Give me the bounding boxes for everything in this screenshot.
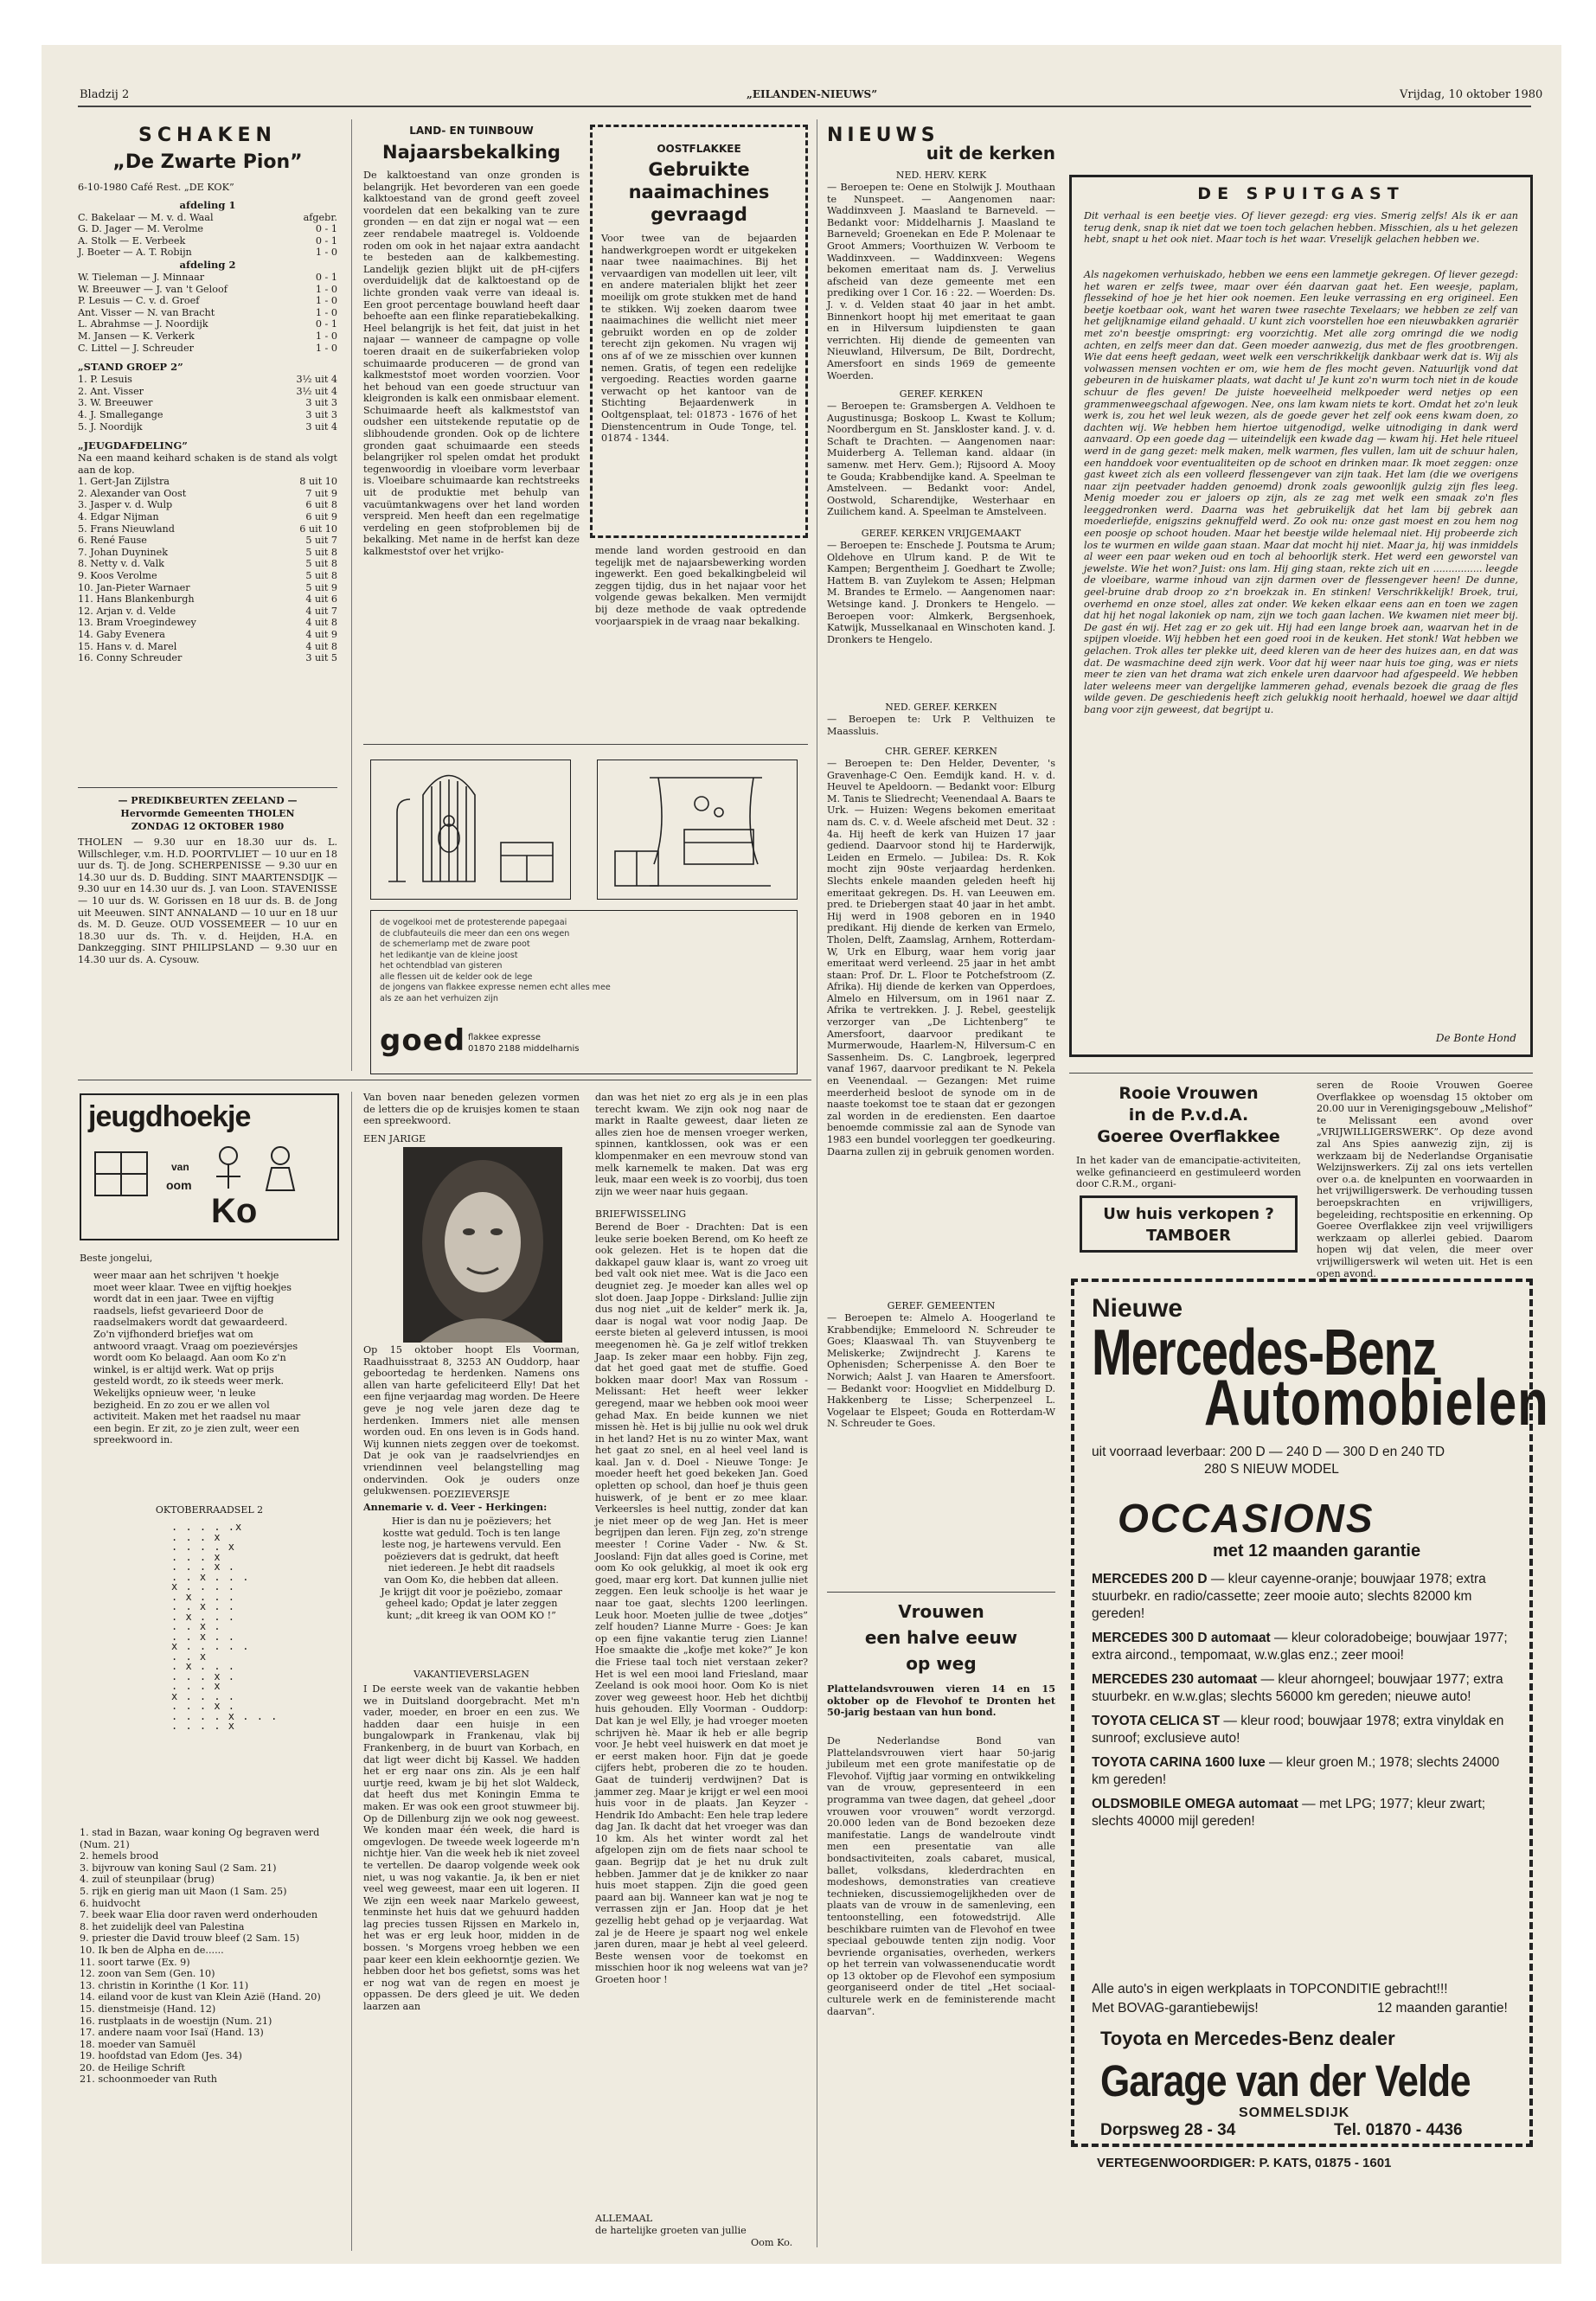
jeugd-row	[78, 641, 337, 653]
puzzle-clue: 2. hemels brood	[80, 1850, 159, 1862]
jeugd-row-score: 5 uit 8	[305, 570, 337, 582]
afd1-row-score: 1 - 0	[315, 247, 337, 259]
stand-row	[78, 397, 337, 409]
car-automobielen: Automobielen	[1204, 1366, 1549, 1439]
jeugd-row-score: 6 uit 9	[305, 511, 337, 523]
jeugd-row-name: 14. Gaby Evenera	[78, 629, 165, 640]
birdcage-illustration	[370, 760, 571, 900]
chess-dateline: 6-10-1980 Café Rest. „DE KOK”	[78, 182, 234, 193]
jeugd-row-name: 3. Jasper v. d. Wulp	[78, 499, 173, 511]
vrouwen-title-1: Vrouwen	[898, 1601, 984, 1622]
kerken-kicker: NIEUWS	[827, 125, 939, 146]
kerk-head-2: GEREF. KERKEN	[899, 388, 984, 400]
poezie-verse: Hier is dan nu je poëzievers; het kostte wat geduld. Toch is ten lange leste nog, je hartewens vervuld. Een poëzievers dat is gedrukt, dat heeft niet iedereen. Je hebt dit raadsels van Oom Ko, die hebben dat alleen. Je krijgt dit voor je poëziebo, zomaar geheel kado; Opdat je later zeggen kunt; „dit kreeg ik van OOM KO !”	[381, 1516, 562, 1621]
puzzle-clue: 18. moeder van Samuël	[80, 2038, 196, 2050]
afd1-row	[78, 247, 337, 259]
puzzle-title: OKTOBERRAADSEL 2	[155, 1504, 264, 1516]
col-rule	[351, 1092, 352, 2251]
afd2-row-name: C. Littel — J. Schreuder	[78, 342, 194, 354]
kerk-head-3: GEREF. KERKEN VRIJGEMAAKT	[861, 528, 1022, 539]
jarige-text: Op 15 oktober hoopt Els Voorman, Raadhuisstraat 8, 3253 AN Ouddorp, haar geboortedag te herdenken. Namens ons allen van harte gefeliciteerd Elly! Dat het een fijne verjaardag mag worden. De Heere geve je nog vele jaren deze dag te herdenken. Immers niet alle mensen worden oud. En ons leven is in Gods hand. Wij kunnen niets zeggen over de toekomst. Dat je ook van je raadselvriendjes en vriendinnen veel belangstelling mag ondervinden. Ook je ouders onze gelukwensen.	[363, 1344, 580, 1497]
chess-section	[78, 125, 337, 664]
jeugd-row-name: 15. Hans v. d. Marel	[78, 640, 177, 652]
afd2-row-score: 1 - 0	[315, 295, 337, 307]
divider	[363, 744, 808, 745]
jeugd-row	[78, 523, 337, 535]
jeugd-row	[78, 476, 337, 488]
brief-text: Berend de Boer - Drachten: Dat is een leuke serie boeken Berend, om Ko heeft ze ook gelezen. Het is te hopen dat die dakkapel gauw klaar is, want zo vroeg uit bed valt ook niet mee. Wat is die Jaco een deugniet zeg. Je moeder kan alles wel op slot doen. Jaap Joppe - Dirksland: Jullie zijn dus nog niet „uit de kelder” merk ik. Ja, daar is nogal wat voor nodig Jaap. De eerste bieten al geleverd intussen, is mooi meegenomen hè. Ga je zelf witlof trekken Jaap. Is zeker maar een hobby. Fijn zeg, dat het goed gaat met de stuffie. Goed bokken maar door! Max van Rossum - Melissant: Het heeft weer lekker geregend, maar we hebben ook mooi weer gehad Max. En beide kunnen we niet missen hè. Het is bij jullie nu ook wel druk in het land? Het is nu zo winter Max, want het gaat zo snel, en al heel veel land is kaal. Jan v. d. Doel - Nieuwe Tonge: Je moeder heeft het goed bekeken Jan. Goed opletten op school, dan hoef je thuis geen huiswerk, of je bent er zo mee klaar. Verkeersles is heel nuttig, zonder dat kan je niet meer op de weg Jan. Het is meer begrijpen dan leren. Fijn zeg, zo'n strenge meester ! Corine Vader - Nw. & St. Joosland: Fijn dat alles goed is Corine, met oom Ko ook gelukkig, al moet ik ook erg goed, maar erg kort. Dat kunnen jullie niet zeggen. Een leuk schoolje is het waar je naar toe gaat, slechts 1200 leerlingen. Leuk hoor. Moeten jullie de twee „dotjes” zelf houden? Lianne Murre - Goes: Je kan op een fijne vakantie terug zien Lianne! Hoe smaakte die „kofje met koke?” Je kon die Friese taal toch niet verstaan zeker? Het is wel een mooi land Friesland, maar Zeeland is ook mooi hoor. Oom Ko is niet zover weg geweest hoor. Heb het dichtbij huis gehouden. Elly Voorman - Ouddorp: Dat kan je wel Elly, je had vroeger moeten schrijven hè. Maar ik heb er alle begrip voor. Je hebt veel huiswerk en dat moet je er eerst maken hoor. Fijn dat je goede cijfers hebt, proberen die zo te houden. Gaat de tuinderij verdwijnen? Dat is jammer zeg. Maar je krijgt er wel een mooi huis voor in de plaats. Jan Keyzer - Hendrik Ido Ambacht: Een hele trap ledere dag Jan. Ik dacht dat het vroeger was dan 10 km. Als het winter wordt zal het afgelopen zijn om de fiets naar school te gaan. Begrijp dat je het nu druk zult hebben. Jammer dat je de knikker zo naar huis moet stappen. Zijn die goed geen paard aan bij. Wanneer kan wat je nog te verrassen zijn er Jan. Hoop dat je het gezellig hebt gehad op je verjaardag. Wat zal je de Heere je spaart nog wel enkele jaren duren, maar je hebt al veel geleerd. Beste wensen voor de toekomst en misschien hoor ik nog weleens wat van je? Groeten hoor !	[595, 1221, 808, 1985]
afd1-row-name: A. Stolk — E. Verbeek	[78, 234, 186, 247]
tamboer-name: TAMBOER	[1146, 1227, 1231, 1245]
car-description: — kleur ahorngeel; bouwjaar 1977; extra stuurbekr. en w.w.glas; slechts 56000 km gereden; nieuwe auto!	[1092, 1672, 1503, 1704]
jeugd-row-name: 2. Alexander van Oost	[78, 487, 187, 499]
car-representative: VERTEGENWOORDIGER: P. KATS, 01875 - 1601	[1097, 2156, 1392, 2170]
afd2-row-name: Ant. Visser — N. van Bracht	[78, 306, 215, 318]
afdeling2-results	[78, 272, 337, 354]
afd1-row-score: 0 - 1	[315, 234, 337, 247]
car-occasions: OCCASIONS	[1118, 1496, 1375, 1541]
preek-section	[78, 794, 337, 1009]
afd2-row-score: 1 - 0	[315, 330, 337, 342]
puzzle-clue: 8. het zuidelijk deel van Palestina	[80, 1920, 245, 1932]
afd1-row	[78, 212, 337, 224]
spuitgast-text: Als nagekomen verhuiskado, hebben we eens een lammetje gekregen. Of liever gezegd: het waren er zelfs twee, maar over één daarvan gaat het. Een weesje, paplam, flessekind of hoe je het hier ook noemen. Een leuke verrassing en erg origineel. Een beetje koetbaar ook, want het waren twee rasechte Texelaars; we hebben ze zelf van het gelijknamige eiland gehaald. U kunt zich voorstellen hoe een nieuwbakken agrariër met zo'n beestje omspringt: erg voorzichtig. Met alle zorg omringd die we nodig achten, en zelfs meer dan dat. Geen moeder aanwezig, dus met de fles grootbrengen. Wie dat eens heeft gedaan, weet welk een verschrikkelijk dankbaar werk dat is. Wij als volwassen mensen vochten er om, wie hem de fles mocht geven. Natuurlijk vond dat gebeuren in de huiskamer plaats, wat dacht u! Je kunt zo'n wurm toch niet in de koude schuur de fles geven! De juiste hoeveelheid melkpoeder werd netjes op een grammenweegschaal afgewogen. Nee, ons lam kwam niets te kort. Omdat het zo'n leuk werk is, zou het wel leuk wezen, als de goede gever het zelf ook eens kwam doen, zo dachten wij. We hebben hem hiertoe uitgenodigd, welke uitnodiging in dank werd aanvaard. Op een goede dag — uiteindelijk een kwade dag — kwam hij. Het hele ritueel werd in de gang gezet: melk maken, melk warmen, fles vullen, lam uit de schuur halen, een handdoek voor eventualiteiten op de schoot en drinken maar. Ik moet zeggen: onze gast kweet zich als een volleerd flessengever van zijn taak. Het lam (die we overigens naar zijn peetvader hadden genoemd) dronk zoals gewoonlijk gulzig zijn fles leeg. Menig moeder zou er jaloers op zijn, als ze zag met welk een smaak zo'n fles leeggedronken werd. Daarna was het gebruikelijk dat het lam bij gebrek aan moederliefde, enigszins geknuffeld werd. Zo ook nu: onze gast moest en zou hem nog een poosje op schoot houden. Maar het beestje wilde helemaal niet. Hij probeerde zich los te wurmen en wilde gaan staan. Maar dat mocht hij niet. Maar ja, hij was inmiddels al weer een paar weken oud en toch al behoorlijk sterk. Het werd een geworstel van jewelste. Wie het won? Juist: ons lam. Hij ging staan, rekte zich uit en ................ leegde de vloeibare, warme inhoud van zijn darmen over de flessengever heen! De dunne, geel-bruine drab droop zo z'n broekzak in. En stinken! Verschrikkelijk! Broek, trui, overhemd en onze stoel, alles zat onder. We keken elkaar eens aan en toen we zagen dat hij het nogal lakoniek op nam, zijn we toch gaan lachen. We kwamen niet meer bij. De gast én wij. Het zag er zo gek uit. Hij had een lange broek aan, waarvan het in de spijpen vloeide. Wij hebben het een goed rooi in de keuken. Het stonk! Wat hebben we gelachen. Trok alles ter plekke uit, deed kleren van de heer des huizes aan, en dat was dat. De wasmachine deed zijn werk. Voor dat hij weer naar huis toe ging, was er niets meer te zien van het drama wat zich enkele uren daarvoor had afgespeeld. We hebben later weleens meer van dergelijke lammeren gehad, evenals bezoek die graag de fles wilde geven. De geschiedenis heeft zich gelukkig nooit herhaald, hoewel we daar altijd bang voor zijn geweest, dat begrijpt u.	[1084, 269, 1518, 715]
jeugd-row	[78, 606, 337, 618]
stand-list	[78, 374, 337, 433]
kerk-text-1: — Beroepen te: Oene en Stolwijk J. Mouthaan te Nunspeet. — Aangenomen naar: Waddinxveen J. Maasland te Barneveld. — Bedankt voor: Middelharnis J. Maasland te Barneveld; Groenekan en Ede P. Molenaar te Groot Ammers; Voorthuizen W. Verboom te Waddinxveen. — Waddinxveen: Wegens bekomen emeritaat nam ds. J. Verwelius afscheid van deze gemeente met een prediking over 1 Cor. 16 : 22. — Woerden: Ds. J. v. d. Velden staat 40 jaar in het ambt. Binnenkort hoopt hij met emeritaat te gaan en in Hilversum luipdiensten te gaan verrichten. Hij diende de gemeenten van Nieuwland, Hilversum, De Bilt, Dordrecht, Amersfoort en sinds 1969 de gemeente Woerden.	[827, 182, 1055, 381]
afd2-row	[78, 318, 337, 330]
jeugd-row	[78, 511, 337, 523]
afd1-row-name: C. Bakelaar — M. v. d. Waal	[78, 211, 214, 223]
rooie-title-1: Rooie Vrouwen	[1118, 1084, 1259, 1103]
car-model: MERCEDES 230 automaat	[1092, 1672, 1261, 1687]
goed-phone: 01870 2188 middelharnis	[468, 1044, 580, 1054]
page-number: Bladzij 2	[80, 88, 130, 101]
tamboer-question: Uw huis verkopen ?	[1103, 1205, 1274, 1223]
rooie-title-3: Goeree Overflakkee	[1097, 1127, 1280, 1146]
goed-line: de vogelkooi met de protesterende papegaai	[380, 918, 567, 927]
stand-row-name: 1. P. Lesuis	[78, 374, 132, 386]
afd1-row-name: J. Boeter — A. T. Robijn	[78, 247, 192, 259]
jeugd-row-score: 4 uit 6	[305, 593, 337, 606]
spuitgast-intro: Dit verhaal is een beetje vies. Of liever gezegd: erg vies. Smerig zelfs! Als ik er aan terug denk, snap ik niet dat we toen toch gelachen hebben. Misschien, als u het gelezen hebt, snapt u het ook niet. Maar toch is het waar. Vreselijk gelachen hebben we.	[1084, 210, 1518, 246]
stand-row-score: 3 uit 3	[305, 408, 337, 420]
puzzle-clue: 19. hoofdstad van Edom (Jes. 34)	[80, 2050, 242, 2062]
jeugd-row	[78, 629, 337, 641]
stand-row	[78, 421, 337, 433]
preek-date: ZONDAG 12 OKTOBER 1980	[131, 821, 285, 832]
chess-title: „De Zwarte Pion”	[112, 151, 303, 173]
jeugdhoekje-logo	[80, 1093, 339, 1240]
afd1-row	[78, 223, 337, 235]
kerk-text-5: — Beroepen te: Den Helder, Deventer, 's Gravenhage-C Oen. Eemdijk kand. H. v. d. Heuvel te Apeldoorn. — Bedankt voor: Elburg M. Tanis te Sliedrecht; Veenendaal A. Baars te Urk. — Huizen: Wegens bekomen emeritaat nam ds. C. v. d. Weele afscheid met Deut. 32 : 4a. Hij heeft de kerk van Huizen 17 jaar gediend. Daarvoor stond hij te Harderwijk, Leiden en Ermelo. — Jubilea: Ds. R. Kok mocht zijn 90ste verjaardag herdenken. Slechts enkele maanden geleden heeft hij emeritaat gekregen. Ds. H. van Leeuwen em. pred. te Driebergen staat 40 jaar in het ambt. Hij werd in 1908 geboren en in 1940 predikant. Hij diende de kerken van Ermelo, Tholen, Delft, Zaamslag, Arnhem, Rotterdam-W, Urk en Elburg, waar hem vorig jaar emeritaat werd verleend. 25 jaar in het ambt staan: Prof. Dr. L. Floor te Potchefstroom (Z. Afrika). Hij diende de kerken van Opperdoes, Almelo en Hilversum, om in 1961 naar Z. Afrika te vertrekken. J. J. Rebel, geestelijk verzorger van „De Lichtenberg” te Amersfoort, daarvoor predikant te Murmerwoude, Haarlem-N, Hilversum-C en Sassenheim. Ds. C. Langbroek, legerpred vanaf 1967, daarvoor predikant te N. Pekela en Veenendaal. — Gezangen: Met ruime meerderheid besloot de synode om in de naaste toekomst toe te staan dat er gezongen zal worden in de erediensten. Een daartoe benoemde commissie zal aan de Synode van 1983 een bundel voorleggen ter goedkeuring. Daarna zullen zij in gebruik genomen worden.	[827, 758, 1055, 1157]
preek-sub: Hervormde Gemeenten THOLEN	[120, 808, 295, 819]
car-offer	[1092, 1754, 1516, 1789]
goed-line: het ochtendblad van gisteren	[380, 961, 503, 971]
tuinbouw-text: De kalktoestand van onze gronden is belangrijk. Het bevorderen van een goede kalktoestand van de grond geeft zoveel voordelen dat een bekalking van te zure gronden — en dat zijn er nogal wat — een zeer rendabele maatregel is. Voldoende roden om ook in het najaar extra aandacht te besteden aan de kalkbemesting. Landelijk gezien blijkt uit de pH-cijfers overduidelijk dat de kalktoestand op de lichte gronden vaak verre van ideaal is. Een groot percentage bouwland heeft daar behoefte aan een flinke reparatiebekalking. Heel belangrijk is het feit, dat juist in het najaar — wanneer de campagne op volle toeren draait en de suikerfabrieken volop schuimaarde produceren — de grond van kalkmeststof moet worden voorzien. Voor het behoud van een goede structuur van kleigronden is kalk een onmisbaar element. Schuimaarde heeft als kalkmeststof van oudsher een uitstekende reputatie op de slibhoudende gronden. Ook op de lichtere gronden gaat schuimaarde een steeds belangrijker rol spelen omdat het produkt tegenwoordig in vloeibare vorm leverbaar is. Vloeibare schuimaarde kan rechtstreeks uit de produktie met behulp van vacuümtankwagens over het land worden verspreid. Men heeft dan een regelmatige verdeling en geen stofproblemen bij de bekalking. Met name in de herfst kan deze kalkmeststof over het vrijko-	[363, 170, 580, 557]
puzzle-clue: 4. zuil of steunpilaar (brug)	[80, 1874, 215, 1886]
car-description: — kleur cayenne-oranje; bouwjaar 1978; extra stuurbekr. en radio/cassette; zeer mooie auto; slechts 82000 km gereden!	[1092, 1572, 1486, 1621]
issue-date: Vrijdag, 10 oktober 1980	[1400, 88, 1543, 101]
puzzle-instruction: Van boven naar beneden gelezen vormen de letters die op de kruisjes komen te staan een spreekwoord.	[363, 1092, 580, 1127]
stand-row	[78, 374, 337, 386]
car-city: SOMMELSDIJK	[1239, 2106, 1350, 2120]
stand-row-name: 4. J. Smallegange	[78, 408, 163, 420]
stand-row-score: 3½ uit 4	[296, 385, 337, 397]
puzzle-clue: 6. huidvocht	[80, 1897, 141, 1909]
mercedes-ad	[1071, 1279, 1549, 2147]
jeugd-intro: Na een maand keihard schaken is de stand als volgt aan de kop.	[78, 452, 337, 476]
afd2-row-score: 0 - 1	[315, 271, 337, 283]
spuitgast-title: DE SPUITGAST	[1197, 184, 1405, 203]
car-offer	[1092, 1630, 1516, 1664]
stand-row-name: 5. J. Noordijk	[78, 420, 143, 433]
jeugd-label: „JEUGDAFDELING”	[78, 439, 188, 452]
rooie-text: In het kader van de emancipatie-activiteiten, welke gefinancieerd en gestimuleerd worden door C.R.M., organi-	[1076, 1155, 1301, 1190]
rooie-title-2: in de P.v.d.A.	[1128, 1106, 1249, 1125]
car-description: — kleur rood; bouwjaar 1978; extra vinyldak en sunroof; exclusieve auto!	[1092, 1714, 1504, 1746]
kerk-head-5: CHR. GEREF. KERKEN	[885, 746, 997, 757]
jeugd-row-score: 4 uit 9	[305, 629, 337, 640]
goed-line: de schemerlamp met de zware poot	[380, 939, 530, 949]
afd2-row-score: 1 - 0	[315, 342, 337, 354]
jeugd-row	[78, 547, 337, 559]
jeugd-row-name: 5. Frans Nieuwland	[78, 522, 175, 535]
jeugd-row	[78, 558, 337, 570]
jarige-caption: EEN JARIGE	[363, 1133, 426, 1144]
afd2-row	[78, 330, 337, 343]
afd2-row	[78, 343, 337, 355]
afd2-row-score: 1 - 0	[315, 283, 337, 295]
afd2-row-name: P. Lesuis — C. v. d. Groef	[78, 295, 200, 307]
oostflakkee-box	[590, 125, 808, 538]
car-note-1: Alle auto's in eigen werkplaats in TOPCONDITIE gebracht!!!	[1092, 1982, 1448, 1997]
divider	[827, 1592, 1055, 1593]
puzzle-clue: 12. zoon van Sem (Gen. 10)	[80, 1968, 215, 1980]
car-offer	[1092, 1571, 1516, 1623]
car-dealer: Toyota en Mercedes-Benz dealer	[1100, 2028, 1395, 2049]
afd1-row	[78, 235, 337, 247]
jeugdhoekje-title: jeugdhoekje	[88, 1100, 251, 1133]
jeugd-van: van	[171, 1161, 189, 1173]
newspaper-page	[42, 45, 1561, 2264]
vrouwen-title-3: op weg	[906, 1653, 977, 1674]
kerk-text-2: — Beroepen te: Gramsbergen A. Veldhoen te Augustinusga; Boskoop L. Kwast te Kollum; Noordbergum en St. Janskloster kand. J. v. d. Schaft te Drachten. — Aangenomen naar: Muiderberg A. Telleman kand. aldaar (in samenw. met Herv. Gem.); Rijsoord A. Mooy te Gouda; Krabbendijke kand. A. Speelman te Amstelveen. — Bedankt voor: Andel, Oostwold, Scharendijke, Westerhaar en Zuilichem kand. A. Speelman te Amstelveen.	[827, 401, 1055, 518]
afd2-row	[78, 295, 337, 307]
car-model: TOYOTA CELICA ST	[1092, 1714, 1224, 1728]
jeugd-row	[78, 617, 337, 629]
vakantie-head: VAKANTIEVERSLAGEN	[413, 1669, 529, 1680]
afd1-row-name: G. D. Jager — M. Verolme	[78, 223, 204, 235]
car-garage: Garage van der Velde	[1100, 2057, 1471, 2106]
jeugd-row-score: 4 uit 8	[305, 640, 337, 652]
jeugd-row	[78, 593, 337, 606]
kerk-head-6: GEREF. GEMEENTEN	[887, 1300, 996, 1311]
car-warranty: met 12 maanden garantie	[1213, 1541, 1421, 1561]
puzzle-clue: 17. andere naam voor Isaï (Hand. 13)	[80, 2027, 264, 2039]
puzzle-clue: 21. schoonmoeder van Ruth	[80, 2073, 217, 2086]
jeugd-oom: oom	[166, 1178, 192, 1192]
tuinbouw-title: Najaarsbekalking	[382, 142, 561, 163]
jeugd-row-score: 3 uit 5	[305, 652, 337, 664]
car-brand: Mercedes-Benz	[1092, 1314, 1436, 1389]
car-offer	[1092, 1796, 1516, 1830]
puzzle-clue: 20. de Heilige Schrift	[80, 2061, 185, 2073]
puzzle-clue: 1. stad in Bazan, waar koning Og begraven werd (Num. 21)	[80, 1827, 320, 1850]
jeugd-row-score: 7 uit 9	[305, 487, 337, 499]
jeugd-row-name: 1. Gert-Jan Zijlstra	[78, 476, 170, 488]
car-list	[1092, 1571, 1516, 1837]
jeugd-row-score: 5 uit 9	[305, 581, 337, 593]
afd2-row	[78, 307, 337, 319]
car-delivery-2: 280 S NIEUW MODEL	[1204, 1462, 1339, 1477]
puzzle-clue: 7. beek waar Elia door raven werd onderhouden	[80, 1909, 318, 1921]
jeugd-row-name: 6. René Fause	[78, 535, 147, 547]
poezie-author: Annemarie v. d. Veer - Herkingen:	[363, 1501, 548, 1513]
tuinbouw-text-cont: mende land worden gestrooid en dan tegelijk met de najaarsbewerking worden ingewerkt. Een goed bekalkingbeleid wil zeggen tijdig, dus in het najaar voor het volgende gewas bekalken. Men vermijdt bij deze methode de vaak optredende voorjaarspiek in de vraag naar bekalking.	[595, 545, 806, 627]
vrouwen-section	[827, 1599, 1055, 2194]
jeugd-row-name: 9. Koos Verolme	[78, 570, 157, 582]
afdeling1-results	[78, 212, 337, 259]
stand-row-name: 2. Ant. Visser	[78, 385, 144, 397]
car-offer	[1092, 1671, 1516, 1706]
car-description: — kleur groen M.; 1978; slechts 24000 km gereden!	[1092, 1755, 1500, 1787]
stand-row	[78, 409, 337, 421]
oom-ko-sign: Oom Ko.	[751, 2237, 793, 2248]
preek-text: THOLEN — 9.30 uur en 18.30 uur ds. L. Willschleger, v.m. H.D. POORTVLIET — 10 uur en 18 uur ds. Tj. de Jong. SCHERPENISSE — 9.30 uur en 14.30 uur ds. D. Budding. SINT MAARTENSDIJK — 9.30 uur en 14.30 uur ds. J. van Loon. STAVENISSE — 10 uur ds. W. Gorissen en 18 uur ds. B. de Jong uit Meeuwen. SINT ANNALAND — 10 uur en 18 uur ds. M. D. Geuze. OUD VOSSEMEER — 10 uur en 18.30 uur ds. Th. v. d. Heijden, H.A. en Dankzegging. SINT PHILIPSLAND — 9.30 uur en 14.30 uur ds. A. Cysouw.	[78, 836, 337, 965]
jeugd-row-name: 4. Edgar Nijman	[78, 511, 159, 523]
puzzle-clue: 5. rijk en gierig man uit Maon (1 Sam. 25)	[80, 1885, 287, 1897]
jeugd-row	[78, 652, 337, 664]
vrouwen-lede: Plattelandsvrouwen vieren 14 en 15 oktober op de Flevohof te Dronten het 50-jarig bestaan van hun bond.	[827, 1682, 1055, 1719]
jeugd-ko: Ko	[211, 1192, 258, 1230]
car-tel: Tel. 01870 - 4436	[1334, 2121, 1463, 2139]
jeugd-row-name: 16. Conny Schreuder	[78, 652, 183, 664]
kerk-head-4: NED. GEREF. KERKEN	[885, 702, 997, 713]
jeugd-row-score: 8 uit 10	[299, 476, 337, 488]
puzzle-grid: . . . . .x . . . x . . . . x . . . x . . . x . . . x . . . x . . . . . x . . . . . x . . . x . . . . . x . . . x . . x . . . . . . . x . x . . . . . . x . . . . x x . . . . . . . x . . . . . x . . . . . . . x	[171, 1521, 279, 1732]
jeugd-poem: weer maar aan het schrijven 't hoekje moet weer klaar. Twee en vijftig hoekjes wordt dat in een jaar. Twee en vijftig raadsels, liefst gevarieerd Door de raadselmakers wordt dat gewaardeerd. Zo'n vijfhonderd briefjes wat om antwoord vraagt. Vraag om poezievérsjes wordt oom Ko belaagd. Aan oom Ko z'n winkel, is er altijd werk. Wat op prijs gesteld wordt, zo ik steeds weer merk. Wekelijks opnieuw weer, 'n leuke bezigheid. En zo zou er we allen vol activiteit. Maken met het raadsel nu maar een begin. Er zit, zo je zien zult, weer een spreekwoord in.	[93, 1270, 301, 1446]
vrouwen-text: De Nederlandse Bond van Plattelandsvrouwen viert haar 50-jarig jubileum met een grote manifestatie op de Flevohof. Vijftig jaar vorming en ontwikkeling van de vrouw, gepresenteerd in een programma van twee dagen, dat geheel „door vrouwen voor vrouwen” wordt verzorgd. 20.000 leden van de Bond bezoeken deze manifestatie. Langs de wandelroute vindt men een presentatie van alle bondsactiviteiten, zoals cabaret, musical, ballet, volksdans, klederdrachten en modeshows, demonstraties van creatieve technieken, discussiemogelijkheden over de plaats van de vrouw in de samenleving, een tentoonstelling, een fotowedstrijd. Alle beschikbare ruimten van de Flevohof en twee speciaal gebouwde tenten zijn nodig. Voor bevriende organisaties, overheden, werkers op het terrein van volwassenenducatie wordt op 13 oktober op de Flevohof een symposium georganiseerd onder de titel „Het sociaal-culturele werk en de feministerende macht daarvan”.	[827, 1735, 1055, 2017]
stand-label: „STAND GROEP 2”	[78, 361, 183, 374]
jeugd-row	[78, 535, 337, 547]
jeugd-row-score: 5 uit 7	[305, 535, 337, 547]
stand-row	[78, 386, 337, 398]
jeugd-row-score: 5 uit 8	[305, 546, 337, 558]
oost-kicker: OOSTFLAKKEE	[657, 143, 741, 155]
vrouwen-title-2: een halve eeuw	[864, 1627, 1018, 1648]
afd2-row-score: 1 - 0	[315, 306, 337, 318]
goed-company	[468, 1032, 580, 1054]
puzzle-clue: 11. soort tarwe (Ex. 9)	[80, 1956, 190, 1968]
car-delivery: uit voorraad leverbaar: 200 D — 240 D — 300 D en 240 TD	[1092, 1445, 1445, 1459]
jeugd-row-score: 6 uit 10	[299, 522, 337, 535]
afdeling1-label: afdeling 1	[179, 198, 236, 211]
groeten: de hartelijke groeten van jullie	[595, 2225, 747, 2236]
rooie-text-cont: seren de Rooie Vrouwen Goeree Overflakkee op woensdag 15 oktober om 20.00 uur in Verenigingsgebouw „Melishof” te Melissant een avond over „VRIJWILLIGERSWERK”. Op deze avond zal Ans Spies aanwezig zijn, zij is werkzaam bij de Nederlandse Organisatie Welzijnswerkers. Zij zal ons iets vertellen over o.a. de knelpunten en voorwaarden in het vrijwilligerswerk. De verhouding tussen beroepskrachten en vrijwilligers, begeleiding, rechtspositie en erkenning. Op Goeree Overflakkee zijn veel vrijwilligers werkzaam op allerlei gebied. Daarom hopen wij dat velen, die meer over vrijwilligerswerk wil weten uit. Het is een open avond.	[1317, 1080, 1533, 1279]
divider	[1069, 1073, 1533, 1074]
allemaal: ALLEMAAL	[595, 2213, 653, 2224]
kerken-title: uit de kerken	[926, 143, 1055, 163]
poezie-head: POEZIEVERSJE	[433, 1489, 510, 1500]
vakantie-cont: dan was het niet zo erg als je in een plas terecht kwam. We zijn ook nog naar de markt in Raalte geweest, daar lieten ze alles zien hoe de mensen vroeger werken, spinnen, kantklossen, ook was er een klompenmaker en een mevrouw stond van melk karnemelk te maken. Dat was erg leuk, maar een week is zo voorbij, dus toen zijn we weer naar huis gegaan.	[595, 1092, 808, 1197]
oost-text: Voor twee van de bejaarden handwerkgroepen wordt er uitgekeken naar twee naaimachines. Bij het vervaardigen van modellen uit leer, vilt en andere materialen blijkt het zeer moeilijk om grote stukken met de hand te stikken. Wij zoeken daarom twee naaimachines die wellicht niet meer gebruikt worden en op de zolder terecht zijn gekomen. Nu vragen wij ons af of we ze misschien over kunnen nemen. Gratis, of tegen een redelijke vergoeding. Reacties worden gaarne verwacht op het kantoor van de Stichting Bejaardenwerk in Ooltgensplaat, tel: 01873 - 1676 of het Dienstencentrum in Oude Tonge, tel. 01874 - 1344.	[601, 233, 797, 445]
goed-line: alle flessen uit de kelder ook de lege	[380, 971, 533, 982]
afd2-row	[78, 272, 337, 284]
jeugd-row	[78, 582, 337, 594]
vakantie-text: I De eerste week van de vakantie hebben we in Duitsland doorgebracht. Met m'n vader, moeder, en broer en een zus. We hadden daar een huisje in een bungalowpark in Frankenau, vlak bij Frankenberg, in de buurt van Korbach, en dat ligt weer dicht bij Kassel. We hadden het er erg naar ons zin. Als je een half uurtje reed, kwam je bij het slot Waldeck, dat heeft dus met Koningin Emma te maken. Er was ook een groot stuwmeer bij. Op de Dillenburg zijn we ook nog geweest. We konden maar één week, die hard is omgevlogen. De tweede week logeerde m'n nichtje hier. Van die week heb ik niet zoveel te vertellen. De daarop volgende week ook niet, u was nog vakantie. Ja, ik ben er niet veel weg geweest, maar een uit logeren. II We zijn een week naar Markelo geweest, tenminste het huis dat we gehuurd hadden lag precies tussen Rijssen en Markelo in, het was er erg leuk hoor, midden in de bossen. 's Morgens vroeg hebben we een paar keer een klein eekhoorntje gezien. We hebben door het bos gefietst, soms was het er nog wat van de regen en moest je oppassen. De ders gleed je uit. We deden laarzen aan	[363, 1683, 580, 2013]
rooie-section	[1076, 1083, 1301, 1207]
preek-title: — PREDIKBEURTEN ZEELAND —	[118, 795, 298, 806]
puzzle-clue: 9. priester die David trouw bleef (2 Sam. 15)	[80, 1932, 300, 1945]
afd2-row-name: M. Jansen — K. Verkerk	[78, 330, 195, 342]
bed-illustration	[597, 760, 798, 900]
afd2-row	[78, 284, 337, 296]
puzzle-clue: 3. bijvrouw van koning Saul (2 Sam. 21)	[80, 1862, 277, 1874]
puzzle-clue: 10. Ik ben de Alpha en de......	[80, 1944, 224, 1956]
divider	[78, 787, 337, 788]
car-model: MERCEDES 300 D automaat	[1092, 1631, 1275, 1645]
jeugd-row-name: 10. Jan-Pieter Warnaer	[78, 581, 190, 593]
car-description: — kleur coloradobeige; bouwjaar 1977; extra aircond., tempomaat, w.w.glas enz.; zeer mooi!	[1092, 1631, 1508, 1663]
jeugd-row-score: 6 uit 8	[305, 499, 337, 511]
car-address: Dorpsweg 28 - 34	[1100, 2121, 1236, 2139]
jeugd-row-score: 5 uit 8	[305, 558, 337, 570]
afd2-row-name: L. Abrahmse — J. Noordijk	[78, 318, 208, 330]
afd2-row-name: W. Breeuwer — J. van 't Geloof	[78, 283, 228, 295]
tuinbouw-kicker: LAND- EN TUINBOUW	[409, 125, 534, 137]
stand-row-score: 3½ uit 4	[296, 374, 337, 386]
jeugd-row-score: 4 uit 7	[305, 605, 337, 617]
jeugd-row-name: 13. Bram Vroegindewey	[78, 617, 196, 629]
goed-line: het ledikantje van de kleine joost	[380, 950, 518, 960]
jeugd-row-name: 8. Netty v. d. Valk	[78, 558, 164, 570]
goed-line: de clubfauteuils die meer dan een ons wegen	[380, 928, 570, 939]
brief-head: BRIEFWISSELING	[595, 1208, 686, 1220]
spuitgast-box	[1069, 175, 1533, 1057]
jeugd-row-name: 7. Johan Duyninek	[78, 546, 168, 558]
stand-row-name: 3. W. Breeuwer	[78, 397, 153, 409]
stand-row-score: 3 uit 3	[305, 397, 337, 409]
paper-name: „EILANDEN-NIEUWS”	[747, 88, 878, 100]
jeugd-row	[78, 488, 337, 500]
car-model: MERCEDES 200 D	[1092, 1572, 1211, 1586]
jeugd-row	[78, 499, 337, 511]
car-description: — met LPG; 1977; kleur zwart; slechts 40000 mijl gereden!	[1092, 1797, 1486, 1829]
puzzle-clue: 14. eiland voor de kust van Klein Azië (Hand. 20)	[80, 1991, 321, 2003]
birthday-photo	[403, 1147, 562, 1343]
stand-row-score: 3 uit 4	[305, 420, 337, 433]
spuitgast-sign: De Bonte Hond	[1435, 1032, 1516, 1044]
puzzle-clues	[80, 1827, 339, 2086]
jeugd-row	[78, 570, 337, 582]
tamboer-ad	[1080, 1195, 1298, 1253]
afdeling2-label: afdeling 2	[179, 258, 236, 271]
puzzle-clue: 16. rustplaats in de woestijn (Num. 21)	[80, 2015, 272, 2027]
goed-lines	[371, 911, 797, 1004]
chess-kicker: SCHAKEN	[138, 125, 277, 146]
afd2-row-score: 0 - 1	[315, 318, 337, 330]
puzzle-clue: 13. christin in Korinthe (1 Kor. 11)	[80, 1979, 249, 1991]
kerk-text-4: — Beroepen te: Urk P. Velthuizen te Maassluis.	[827, 714, 1055, 737]
goed-company-name: flakkee expresse	[468, 1033, 541, 1042]
col-rule	[351, 119, 352, 1071]
jeugd-row-name: 11. Hans Blankenburgh	[78, 593, 195, 606]
kerk-head-1: NED. HERV. KERK	[895, 170, 987, 181]
afd1-row-score: 0 - 1	[315, 223, 337, 235]
jeugd-list	[78, 476, 337, 664]
tuinbouw-section	[363, 125, 580, 644]
puzzle-clue: 15. dienstmeisje (Hand. 12)	[80, 2003, 216, 2015]
afd1-row-score: afgebr.	[303, 211, 337, 223]
car-new: Nieuwe	[1092, 1294, 1183, 1323]
jeugd-row-score: 4 uit 8	[305, 617, 337, 629]
jeugd-row-name: 12. Arjan v. d. Velde	[78, 605, 176, 617]
kerk-text-6: — Beroepen te: Almelo A. Hoogerland te Krabbendijke; Emmeloord N. Schreuder te Goes; Klaaswaal Th. van Stuyvenberg te Meliskerke; Zwijndrecht J. Karens te Ophenisden; Scherpenisse A. den Boer te Norwich; Aalst J. van Haaren te Amersfoort. — Bedankt voor: Hoogvliet en Middelburg D. Hakkenberg te Lisse; Scherpenzeel L. Vogelaar te Elspeet; Gouda en Rotterdam-W N. Schreuder te Goes.	[827, 1312, 1055, 1430]
car-offer	[1092, 1713, 1516, 1747]
goed-ad	[370, 910, 798, 1074]
car-note-2: Met BOVAG-garantiebewijs!	[1092, 2001, 1259, 2016]
car-model: TOYOTA CARINA 1600 luxe	[1092, 1755, 1269, 1770]
jeugd-salutation: Beste jongelui,	[80, 1253, 153, 1264]
kerk-text-3: — Beroepen te: Enschede J. Poutsma te Arum; Oldehove en Ulrum kand. P. de Wit te Kampen; Bergentheim J. Goedhart te Zwolle; Hattem B. van Zuylekom te Assen; Helpman M. Brandes te Ermelo. — Aangenomen naar: Wetsinge kand. J. Dronkers te Hengelo. — Beroepen voor: Almkerk, Bergsenhoek, Katwijk, Musselkanaal en Winschoten kand. J. Dronkers te Hengelo.	[827, 540, 1055, 645]
goed-logo: goed	[380, 1023, 466, 1058]
goed-line: de jongens van flakkee expresse nemen echt alles mee	[380, 983, 611, 992]
kerken-section	[827, 125, 1055, 1463]
car-model: OLDSMOBILE OMEGA automaat	[1092, 1797, 1303, 1811]
car-note-3: 12 maanden garantie!	[1377, 2001, 1508, 2016]
oost-title: Gebruikte naaimachines gevraagd	[628, 159, 770, 225]
goed-line: als ze aan het verhuizen zijn	[380, 993, 498, 1003]
afd2-row-name: W. Tieleman — J. Minnaar	[78, 271, 205, 283]
header-rule	[78, 106, 1531, 107]
